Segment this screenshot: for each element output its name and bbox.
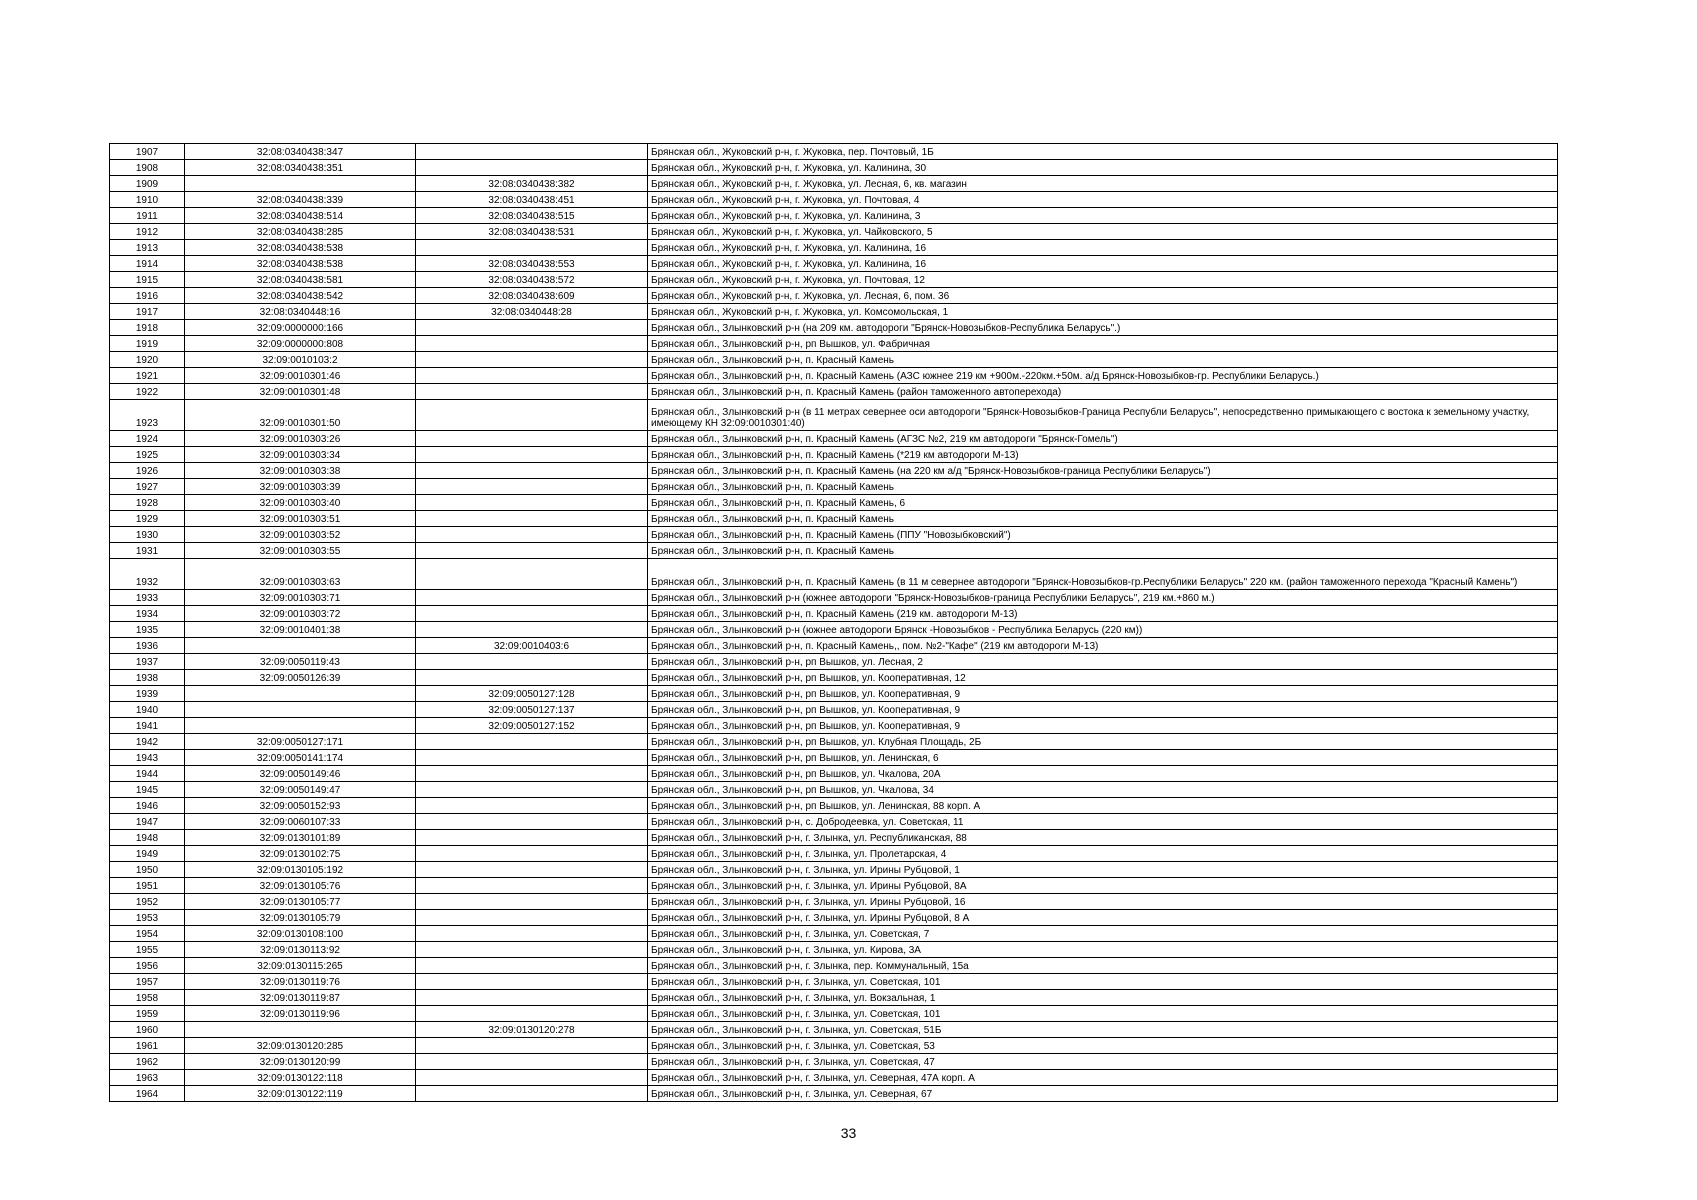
table-row <box>110 192 1558 208</box>
registry-table-body <box>110 144 1558 1102</box>
address-cell: Брянская обл., Злынковский р-н, г. Злынка, ул. Северная, 67 <box>648 1086 1558 1102</box>
cadastral-number-cell: 32:09:0050119:43 <box>185 654 416 670</box>
related-cadastral-number-cell <box>416 1038 648 1054</box>
address-cell: Брянская обл., Злынковский р-н, п. Красный Камень (219 км. автодороги М-13) <box>648 606 1558 622</box>
row-number-cell: 1954 <box>110 926 185 942</box>
cadastral-number-cell: 32:09:0010103:2 <box>185 352 416 368</box>
table-row <box>110 958 1558 974</box>
row-number-cell: 1920 <box>110 352 185 368</box>
address-cell: Брянская обл., Злынковский р-н, п. Красный Камень (АГЗС №2, 219 км автодороги "Брянск-Гомель") <box>648 431 1558 447</box>
address-cell: Брянская обл., Злынковский р-н, г. Злынка, ул. Ирины Рубцовой, 8А <box>648 878 1558 894</box>
related-cadastral-number-cell <box>416 590 648 606</box>
cadastral-number-cell: 32:09:0000000:808 <box>185 336 416 352</box>
cadastral-number-cell: 32:09:0010303:71 <box>185 590 416 606</box>
row-number-cell: 1958 <box>110 990 185 1006</box>
cadastral-number-cell: 32:09:0010301:48 <box>185 384 416 400</box>
related-cadastral-number-cell: 32:08:0340438:553 <box>416 256 648 272</box>
related-cadastral-number-cell: 32:09:0010403:6 <box>416 638 648 654</box>
table-row <box>110 1006 1558 1022</box>
cadastral-number-cell: 32:09:0010401:38 <box>185 622 416 638</box>
cadastral-number-cell: 32:09:0010303:26 <box>185 431 416 447</box>
row-number-cell: 1922 <box>110 384 185 400</box>
related-cadastral-number-cell <box>416 511 648 527</box>
row-number-cell: 1930 <box>110 527 185 543</box>
row-number-cell: 1947 <box>110 814 185 830</box>
table-row <box>110 798 1558 814</box>
related-cadastral-number-cell <box>416 368 648 384</box>
table-row <box>110 942 1558 958</box>
related-cadastral-number-cell <box>416 958 648 974</box>
row-number-cell: 1912 <box>110 224 185 240</box>
cadastral-number-cell: 32:09:0130122:119 <box>185 1086 416 1102</box>
row-number-cell: 1929 <box>110 511 185 527</box>
table-row <box>110 734 1558 750</box>
related-cadastral-number-cell <box>416 926 648 942</box>
cadastral-number-cell: 32:09:0010301:46 <box>185 368 416 384</box>
table-row <box>110 590 1558 606</box>
table-row <box>110 686 1558 702</box>
address-cell: Брянская обл., Жуковский р-н, г. Жуковка, ул. Калинина, 16 <box>648 240 1558 256</box>
row-number-cell: 1945 <box>110 782 185 798</box>
row-number-cell: 1944 <box>110 766 185 782</box>
row-number-cell: 1960 <box>110 1022 185 1038</box>
related-cadastral-number-cell: 32:08:0340438:572 <box>416 272 648 288</box>
cadastral-number-cell: 32:09:0130122:118 <box>185 1070 416 1086</box>
cadastral-number-cell: 32:08:0340438:542 <box>185 288 416 304</box>
address-cell: Брянская обл., Жуковский р-н, г. Жуковка, пер. Почтовый, 1Б <box>648 144 1558 160</box>
cadastral-number-cell <box>185 718 416 734</box>
address-cell: Брянская обл., Злынковский р-н, г. Злынка, ул. Советская, 47 <box>648 1054 1558 1070</box>
address-cell: Брянская обл., Злынковский р-н, п. Красный Камень (в 11 м севернее автодороги "Брянск-Новозыбков-гр.Республики Беларусь" 220 км. (район таможенного перехода "Красный Камень") <box>648 559 1558 590</box>
cadastral-number-cell: 32:09:0010303:51 <box>185 511 416 527</box>
cadastral-number-cell: 32:08:0340438:514 <box>185 208 416 224</box>
table-row <box>110 782 1558 798</box>
cadastral-number-cell: 32:09:0130120:285 <box>185 1038 416 1054</box>
cadastral-number-cell: 32:08:0340438:285 <box>185 224 416 240</box>
table-row <box>110 622 1558 638</box>
cadastral-number-cell: 32:08:0340438:339 <box>185 192 416 208</box>
related-cadastral-number-cell <box>416 1086 648 1102</box>
table-row <box>110 495 1558 511</box>
row-number-cell: 1943 <box>110 750 185 766</box>
table-row <box>110 543 1558 559</box>
row-number-cell: 1942 <box>110 734 185 750</box>
row-number-cell: 1933 <box>110 590 185 606</box>
related-cadastral-number-cell <box>416 240 648 256</box>
cadastral-number-cell: 32:09:0050126:39 <box>185 670 416 686</box>
address-cell: Брянская обл., Злынковский р-н, п. Красный Камень <box>648 543 1558 559</box>
row-number-cell: 1948 <box>110 830 185 846</box>
table-row <box>110 384 1558 400</box>
row-number-cell: 1940 <box>110 702 185 718</box>
table-row <box>110 1038 1558 1054</box>
cadastral-number-cell: 32:09:0010303:63 <box>185 559 416 590</box>
related-cadastral-number-cell: 32:08:0340448:28 <box>416 304 648 320</box>
address-cell: Брянская обл., Злынковский р-н, рп Вышков, ул. Кооперативная, 9 <box>648 718 1558 734</box>
row-number-cell: 1955 <box>110 942 185 958</box>
table-row <box>110 479 1558 495</box>
related-cadastral-number-cell <box>416 798 648 814</box>
address-cell: Брянская обл., Злынковский р-н, рп Вышков, ул. Чкалова, 20А <box>648 766 1558 782</box>
cadastral-number-cell: 32:08:0340438:347 <box>185 144 416 160</box>
cadastral-number-cell: 32:09:0130119:96 <box>185 1006 416 1022</box>
related-cadastral-number-cell <box>416 606 648 622</box>
address-cell: Брянская обл., Злынковский р-н, рп Вышков, ул. Ленинская, 88 корп. А <box>648 798 1558 814</box>
address-cell: Брянская обл., Злынковский р-н (южнее автодороги "Брянск-Новозыбков-граница Республики Беларусь", 219 км.+860 м.) <box>648 590 1558 606</box>
table-row <box>110 463 1558 479</box>
address-cell: Брянская обл., Злынковский р-н (в 11 метрах севернее оси автодороги "Брянск-Новозыбков-Граница Республи Беларусь", непосредственно примыкающего с востока к земельному участку, имеющему КН 32:09:0010301:40) <box>648 400 1558 431</box>
related-cadastral-number-cell <box>416 846 648 862</box>
related-cadastral-number-cell <box>416 463 648 479</box>
address-cell: Брянская обл., Злынковский р-н (южнее автодороги Брянск -Новозыбков - Республика Беларусь (220 км)) <box>648 622 1558 638</box>
related-cadastral-number-cell <box>416 543 648 559</box>
row-number-cell: 1910 <box>110 192 185 208</box>
cadastral-number-cell: 32:09:0010303:40 <box>185 495 416 511</box>
row-number-cell: 1916 <box>110 288 185 304</box>
related-cadastral-number-cell: 32:08:0340438:451 <box>416 192 648 208</box>
row-number-cell: 1928 <box>110 495 185 511</box>
table-row <box>110 431 1558 447</box>
address-cell: Брянская обл., Злынковский р-н, г. Злынка, ул. Ирины Рубцовой, 16 <box>648 894 1558 910</box>
related-cadastral-number-cell: 32:08:0340438:609 <box>416 288 648 304</box>
address-cell: Брянская обл., Злынковский р-н, п. Красный Камень (*219 км автодороги М-13) <box>648 447 1558 463</box>
row-number-cell: 1951 <box>110 878 185 894</box>
table-row <box>110 606 1558 622</box>
address-cell: Брянская обл., Злынковский р-н, рп Вышков, ул. Клубная Площадь, 2Б <box>648 734 1558 750</box>
address-cell: Брянская обл., Жуковский р-н, г. Жуковка, ул. Почтовая, 4 <box>648 192 1558 208</box>
cadastral-number-cell: 32:09:0130120:99 <box>185 1054 416 1070</box>
table-row <box>110 862 1558 878</box>
address-cell: Брянская обл., Злынковский р-н, г. Злынка, ул. Вокзальная, 1 <box>648 990 1558 1006</box>
row-number-cell: 1908 <box>110 160 185 176</box>
cadastral-number-cell: 32:09:0050149:47 <box>185 782 416 798</box>
table-row <box>110 974 1558 990</box>
row-number-cell: 1925 <box>110 447 185 463</box>
table-row <box>110 910 1558 926</box>
related-cadastral-number-cell <box>416 878 648 894</box>
cadastral-number-cell: 32:09:0050152:93 <box>185 798 416 814</box>
row-number-cell: 1941 <box>110 718 185 734</box>
related-cadastral-number-cell <box>416 910 648 926</box>
address-cell: Брянская обл., Жуковский р-н, г. Жуковка, ул. Калинина, 3 <box>648 208 1558 224</box>
row-number-cell: 1956 <box>110 958 185 974</box>
row-number-cell: 1961 <box>110 1038 185 1054</box>
table-row <box>110 368 1558 384</box>
table-row <box>110 926 1558 942</box>
address-cell: Брянская обл., Злынковский р-н (на 209 км. автодороги "Брянск-Новозыбков-Республика Беларусь".) <box>648 320 1558 336</box>
row-number-cell: 1959 <box>110 1006 185 1022</box>
address-cell: Брянская обл., Злынковский р-н, п. Красный Камень (ППУ "Новозыбковский") <box>648 527 1558 543</box>
cadastral-number-cell: 32:09:0000000:166 <box>185 320 416 336</box>
row-number-cell: 1963 <box>110 1070 185 1086</box>
address-cell: Брянская обл., Злынковский р-н, г. Злынка, пер. Коммунальный, 15а <box>648 958 1558 974</box>
table-row <box>110 670 1558 686</box>
table-row <box>110 288 1558 304</box>
table-row <box>110 336 1558 352</box>
cadastral-number-cell: 32:09:0130115:265 <box>185 958 416 974</box>
address-cell: Брянская обл., Злынковский р-н, рп Вышков, ул. Кооперативная, 9 <box>648 686 1558 702</box>
address-cell: Брянская обл., Жуковский р-н, г. Жуковка, ул. Калинина, 30 <box>648 160 1558 176</box>
table-row <box>110 1054 1558 1070</box>
table-row <box>110 224 1558 240</box>
table-row <box>110 176 1558 192</box>
address-cell: Брянская обл., Жуковский р-н, г. Жуковка, ул. Калинина, 16 <box>648 256 1558 272</box>
address-cell: Брянская обл., Злынковский р-н, рп Вышков, ул. Лесная, 2 <box>648 654 1558 670</box>
related-cadastral-number-cell <box>416 654 648 670</box>
table-row <box>110 447 1558 463</box>
row-number-cell: 1937 <box>110 654 185 670</box>
row-number-cell: 1953 <box>110 910 185 926</box>
cadastral-number-cell: 32:09:0130105:76 <box>185 878 416 894</box>
row-number-cell: 1957 <box>110 974 185 990</box>
address-cell: Брянская обл., Злынковский р-н, г. Злынка, ул. Пролетарская, 4 <box>648 846 1558 862</box>
address-cell: Брянская обл., Жуковский р-н, г. Жуковка, ул. Чайковского, 5 <box>648 224 1558 240</box>
cadastral-number-cell <box>185 176 416 192</box>
cadastral-number-cell: 32:09:0130108:100 <box>185 926 416 942</box>
address-cell: Брянская обл., Злынковский р-н, г. Злынка, ул. Советская, 101 <box>648 1006 1558 1022</box>
row-number-cell: 1927 <box>110 479 185 495</box>
related-cadastral-number-cell <box>416 495 648 511</box>
related-cadastral-number-cell <box>416 447 648 463</box>
cadastral-number-cell: 32:08:0340438:538 <box>185 240 416 256</box>
cadastral-number-cell: 32:08:0340438:581 <box>185 272 416 288</box>
row-number-cell: 1949 <box>110 846 185 862</box>
related-cadastral-number-cell <box>416 384 648 400</box>
cadastral-number-cell: 32:09:0130119:76 <box>185 974 416 990</box>
address-cell: Брянская обл., Злынковский р-н, с. Добродеевка, ул. Советская, 11 <box>648 814 1558 830</box>
table-row <box>110 654 1558 670</box>
row-number-cell: 1914 <box>110 256 185 272</box>
related-cadastral-number-cell <box>416 782 648 798</box>
row-number-cell: 1923 <box>110 400 185 431</box>
cadastral-number-cell: 32:09:0130105:79 <box>185 910 416 926</box>
related-cadastral-number-cell <box>416 559 648 590</box>
row-number-cell: 1907 <box>110 144 185 160</box>
cadastral-number-cell: 32:08:0340438:351 <box>185 160 416 176</box>
table-row <box>110 144 1558 160</box>
row-number-cell: 1913 <box>110 240 185 256</box>
table-row <box>110 878 1558 894</box>
related-cadastral-number-cell: 32:09:0050127:128 <box>416 686 648 702</box>
row-number-cell: 1918 <box>110 320 185 336</box>
row-number-cell: 1909 <box>110 176 185 192</box>
address-cell: Брянская обл., Злынковский р-н, г. Злынка, ул. Советская, 101 <box>648 974 1558 990</box>
table-row <box>110 638 1558 654</box>
cadastral-number-cell: 32:09:0010303:55 <box>185 543 416 559</box>
address-cell: Брянская обл., Злынковский р-н, п. Красный Камень (АЗС южнее 219 км +900м.-220км.+50м. а/д Брянск-Новозыбков-гр. Республики Беларусь.) <box>648 368 1558 384</box>
row-number-cell: 1932 <box>110 559 185 590</box>
row-number-cell: 1934 <box>110 606 185 622</box>
cadastral-number-cell: 32:09:0130113:92 <box>185 942 416 958</box>
related-cadastral-number-cell <box>416 320 648 336</box>
related-cadastral-number-cell <box>416 1054 648 1070</box>
page-number: 33 <box>840 1125 857 1141</box>
cadastral-number-cell: 32:09:0010303:38 <box>185 463 416 479</box>
address-cell: Брянская обл., Злынковский р-н, г. Злынка, ул. Кирова, 3А <box>648 942 1558 958</box>
related-cadastral-number-cell <box>416 431 648 447</box>
table-row <box>110 304 1558 320</box>
related-cadastral-number-cell: 32:09:0130120:278 <box>416 1022 648 1038</box>
related-cadastral-number-cell: 32:09:0050127:152 <box>416 718 648 734</box>
table-row <box>110 766 1558 782</box>
cadastral-number-cell: 32:09:0130105:192 <box>185 862 416 878</box>
related-cadastral-number-cell <box>416 766 648 782</box>
address-cell: Брянская обл., Злынковский р-н, п. Красный Камень <box>648 479 1558 495</box>
table-row <box>110 1022 1558 1038</box>
row-number-cell: 1921 <box>110 368 185 384</box>
address-cell: Брянская обл., Злынковский р-н, рп Вышков, ул. Чкалова, 34 <box>648 782 1558 798</box>
table-row <box>110 559 1558 590</box>
cadastral-number-cell <box>185 638 416 654</box>
row-number-cell: 1938 <box>110 670 185 686</box>
table-row <box>110 830 1558 846</box>
related-cadastral-number-cell <box>416 734 648 750</box>
table-row <box>110 1070 1558 1086</box>
row-number-cell: 1950 <box>110 862 185 878</box>
cadastral-number-cell: 32:09:0050127:171 <box>185 734 416 750</box>
row-number-cell: 1926 <box>110 463 185 479</box>
cadastral-number-cell: 32:09:0010303:39 <box>185 479 416 495</box>
address-cell: Брянская обл., Жуковский р-н, г. Жуковка, ул. Лесная, 6, пом. 36 <box>648 288 1558 304</box>
related-cadastral-number-cell <box>416 1006 648 1022</box>
related-cadastral-number-cell <box>416 160 648 176</box>
address-cell: Брянская обл., Злынковский р-н, г. Злынка, ул. Республиканская, 88 <box>648 830 1558 846</box>
address-cell: Брянская обл., Злынковский р-н, п. Красный Камень,, пом. №2-"Кафе" (219 км автодороги М-13) <box>648 638 1558 654</box>
related-cadastral-number-cell <box>416 814 648 830</box>
cadastral-number-cell <box>185 702 416 718</box>
cadastral-number-cell <box>185 686 416 702</box>
related-cadastral-number-cell <box>416 670 648 686</box>
related-cadastral-number-cell: 32:09:0050127:137 <box>416 702 648 718</box>
row-number-cell: 1946 <box>110 798 185 814</box>
address-cell: Брянская обл., Злынковский р-н, г. Злынка, ул. Северная, 47А корп. А <box>648 1070 1558 1086</box>
related-cadastral-number-cell: 32:08:0340438:382 <box>416 176 648 192</box>
cadastral-number-cell: 32:08:0340438:538 <box>185 256 416 272</box>
table-row <box>110 702 1558 718</box>
related-cadastral-number-cell <box>416 862 648 878</box>
cadastral-number-cell: 32:09:0130105:77 <box>185 894 416 910</box>
address-cell: Брянская обл., Злынковский р-н, п. Красный Камень (район таможенного автоперехода) <box>648 384 1558 400</box>
row-number-cell: 1917 <box>110 304 185 320</box>
related-cadastral-number-cell <box>416 479 648 495</box>
table-row <box>110 160 1558 176</box>
related-cadastral-number-cell <box>416 527 648 543</box>
row-number-cell: 1915 <box>110 272 185 288</box>
related-cadastral-number-cell <box>416 144 648 160</box>
address-cell: Брянская обл., Злынковский р-н, п. Красный Камень <box>648 511 1558 527</box>
cadastral-number-cell <box>185 1022 416 1038</box>
row-number-cell: 1964 <box>110 1086 185 1102</box>
row-number-cell: 1936 <box>110 638 185 654</box>
related-cadastral-number-cell: 32:08:0340438:531 <box>416 224 648 240</box>
related-cadastral-number-cell <box>416 352 648 368</box>
related-cadastral-number-cell <box>416 830 648 846</box>
table-row <box>110 256 1558 272</box>
related-cadastral-number-cell <box>416 750 648 766</box>
cadastral-number-cell: 32:09:0050141:174 <box>185 750 416 766</box>
row-number-cell: 1931 <box>110 543 185 559</box>
address-cell: Брянская обл., Злынковский р-н, рп Вышков, ул. Ленинская, 6 <box>648 750 1558 766</box>
related-cadastral-number-cell <box>416 400 648 431</box>
row-number-cell: 1911 <box>110 208 185 224</box>
table-row <box>110 511 1558 527</box>
address-cell: Брянская обл., Злынковский р-н, п. Красный Камень <box>648 352 1558 368</box>
address-cell: Брянская обл., Злынковский р-н, г. Злынка, ул. Советская, 53 <box>648 1038 1558 1054</box>
row-number-cell: 1952 <box>110 894 185 910</box>
table-row <box>110 846 1558 862</box>
cadastral-number-cell: 32:09:0130102:75 <box>185 846 416 862</box>
related-cadastral-number-cell <box>416 1070 648 1086</box>
row-number-cell: 1939 <box>110 686 185 702</box>
address-cell: Брянская обл., Жуковский р-н, г. Жуковка, ул. Лесная, 6, кв. магазин <box>648 176 1558 192</box>
row-number-cell: 1919 <box>110 336 185 352</box>
table-row <box>110 320 1558 336</box>
related-cadastral-number-cell <box>416 942 648 958</box>
table-row <box>110 814 1558 830</box>
related-cadastral-number-cell <box>416 974 648 990</box>
related-cadastral-number-cell <box>416 894 648 910</box>
related-cadastral-number-cell: 32:08:0340438:515 <box>416 208 648 224</box>
address-cell: Брянская обл., Злынковский р-н, г. Злынка, ул. Советская, 7 <box>648 926 1558 942</box>
related-cadastral-number-cell <box>416 622 648 638</box>
cadastral-number-cell: 32:09:0130119:87 <box>185 990 416 1006</box>
related-cadastral-number-cell <box>416 336 648 352</box>
cadastral-number-cell: 32:09:0130101:89 <box>185 830 416 846</box>
address-cell: Брянская обл., Жуковский р-н, г. Жуковка, ул. Комсомольская, 1 <box>648 304 1558 320</box>
related-cadastral-number-cell <box>416 990 648 1006</box>
cadastral-number-cell: 32:09:0010301:50 <box>185 400 416 431</box>
table-row <box>110 272 1558 288</box>
address-cell: Брянская обл., Злынковский р-н, рп Вышков, ул. Кооперативная, 9 <box>648 702 1558 718</box>
table-row <box>110 718 1558 734</box>
address-cell: Брянская обл., Злынковский р-н, п. Красный Камень, 6 <box>648 495 1558 511</box>
table-row <box>110 1086 1558 1102</box>
table-row <box>110 894 1558 910</box>
address-cell: Брянская обл., Злынковский р-н, п. Красный Камень (на 220 км а/д "Брянск-Новозыбков-граница Республики Беларусь") <box>648 463 1558 479</box>
cadastral-number-cell: 32:08:0340448:16 <box>185 304 416 320</box>
cadastral-number-cell: 32:09:0010303:34 <box>185 447 416 463</box>
cadastral-number-cell: 32:09:0050149:46 <box>185 766 416 782</box>
row-number-cell: 1924 <box>110 431 185 447</box>
row-number-cell: 1935 <box>110 622 185 638</box>
table-row <box>110 240 1558 256</box>
table-row <box>110 527 1558 543</box>
table-row <box>110 352 1558 368</box>
address-cell: Брянская обл., Злынковский р-н, рп Вышков, ул. Кооперативная, 12 <box>648 670 1558 686</box>
table-row <box>110 990 1558 1006</box>
cadastral-number-cell: 32:09:0010303:52 <box>185 527 416 543</box>
address-cell: Брянская обл., Жуковский р-н, г. Жуковка, ул. Почтовая, 12 <box>648 272 1558 288</box>
address-cell: Брянская обл., Злынковский р-н, г. Злынка, ул. Ирины Рубцовой, 8 А <box>648 910 1558 926</box>
address-cell: Брянская обл., Злынковский р-н, г. Злынка, ул. Советская, 51Б <box>648 1022 1558 1038</box>
cadastral-number-cell: 32:09:0060107:33 <box>185 814 416 830</box>
registry-table <box>109 143 1558 1102</box>
table-row <box>110 208 1558 224</box>
table-row <box>110 400 1558 431</box>
address-cell: Брянская обл., Злынковский р-н, г. Злынка, ул. Ирины Рубцовой, 1 <box>648 862 1558 878</box>
table-row <box>110 750 1558 766</box>
address-cell: Брянская обл., Злынковский р-н, рп Вышков, ул. Фабричная <box>648 336 1558 352</box>
row-number-cell: 1962 <box>110 1054 185 1070</box>
cadastral-number-cell: 32:09:0010303:72 <box>185 606 416 622</box>
